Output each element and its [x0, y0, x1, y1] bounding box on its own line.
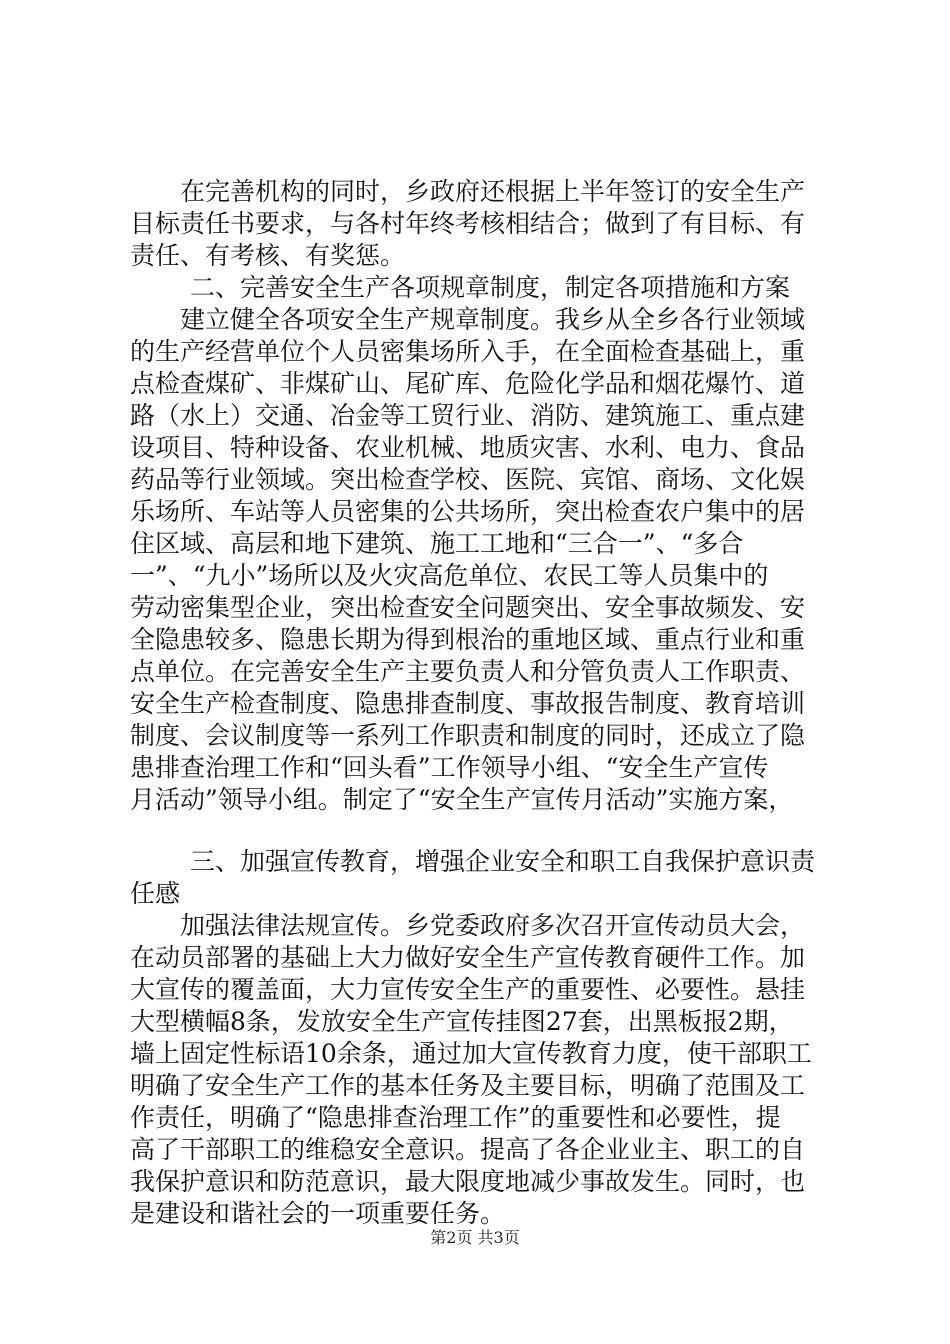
paragraph-2-line: 安全生产检查制度、隐患排查制度、事故报告制度、教育培训 [130, 689, 806, 718]
paragraph-1-line: 责任、有考核、有奖惩。 [130, 241, 406, 270]
section-heading-3-continued: 任感 [130, 879, 181, 908]
paragraph-2-line: 药品等行业领域。突出检查学校、医院、宾馆、商场、文化娱 [130, 465, 806, 494]
paragraph-3-line: 作责任，明确了“隐患排查治理工作”的重要性和必要性，提 [130, 1103, 781, 1132]
section-heading-3: 三、加强宣传教育，增强企业安全和职工自我保护意识责 [190, 847, 816, 876]
section-heading-2: 二、完善安全生产各项规章制度，制定各项措施和方案 [190, 273, 791, 302]
page-footer: 第2页 共3页 [430, 1228, 520, 1247]
paragraph-2-line: 全隐患较多、隐患长期为得到根治的重地区域、重点行业和重 [130, 625, 806, 654]
paragraph-3-line: 大宣传的覆盖面，大力宣传安全生产的重要性、必要性。悬挂 [130, 975, 806, 1004]
paragraph-3-line: 我保护意识和防范意识，最大限度地减少事故发生。同时，也 [130, 1167, 806, 1196]
paragraph-3-line: 在动员部署的基础上大力做好安全生产宣传教育硬件工作。加 [130, 943, 806, 972]
paragraph-2-line: 路（水上）交通、冶金等工贸行业、消防、建筑施工、重点建 [130, 401, 806, 430]
paragraph-3-line: 大型横幅8条，发放安全生产宣传挂图27套，出黑板报2期， [130, 1007, 794, 1036]
paragraph-2-line: 住区域、高层和地下建筑、施工工地和“三合一”、“多合 [130, 529, 744, 558]
paragraph-2-line: 点单位。在完善安全生产主要负责人和分管负责人工作职责、 [130, 657, 806, 686]
paragraph-2-line: 的生产经营单位个人员密集场所入手，在全面检查基础上，重 [130, 337, 806, 366]
paragraph-2-line: 患排查治理工作和“回头看”工作领导小组、“安全生产宣传 [130, 753, 769, 782]
paragraph-3-line: 明确了安全生产工作的基本任务及主要目标，明确了范围及工 [130, 1071, 806, 1100]
paragraph-2-line: 一”、“九小”场所以及火灾高危单位、农民工等人员集中的 [130, 561, 769, 590]
paragraph-3-line: 是建设和谐社会的一项重要任务。 [130, 1199, 506, 1228]
paragraph-3-line: 高了干部职工的维稳安全意识。提高了各企业业主、职工的自 [130, 1135, 806, 1164]
paragraph-3-line: 墙上固定性标语10余条，通过加大宣传教育力度，使干部职工 [130, 1039, 812, 1068]
paragraph-2-line: 制度、会议制度等一系列工作职责和制度的同时，还成立了隐 [130, 721, 806, 750]
paragraph-1-line: 目标责任书要求，与各村年终考核相结合；做到了有目标、有 [130, 209, 806, 238]
paragraph-1-line: 在完善机构的同时，乡政府还根据上半年签订的安全生产 [180, 177, 806, 206]
paragraph-2-line: 点检查煤矿、非煤矿山、尾矿库、危险化学品和烟花爆竹、道 [130, 369, 806, 398]
paragraph-2-line: 乐场所、车站等人员密集的公共场所，突出检查农户集中的居 [130, 497, 806, 526]
paragraph-3-line: 加强法律法规宣传。乡党委政府多次召开宣传动员大会， [180, 911, 806, 940]
paragraph-2-line: 设项目、特种设备、农业机械、地质灾害、水利、电力、食品 [130, 433, 806, 462]
paragraph-2-line: 月活动”领导小组。制定了“安全生产宣传月活动”实施方案， [130, 785, 794, 814]
paragraph-2-line: 劳动密集型企业，突出检查安全问题突出、安全事故频发、安 [130, 593, 806, 622]
paragraph-2-line: 建立健全各项安全生产规章制度。我乡从全乡各行业领域 [180, 305, 806, 334]
